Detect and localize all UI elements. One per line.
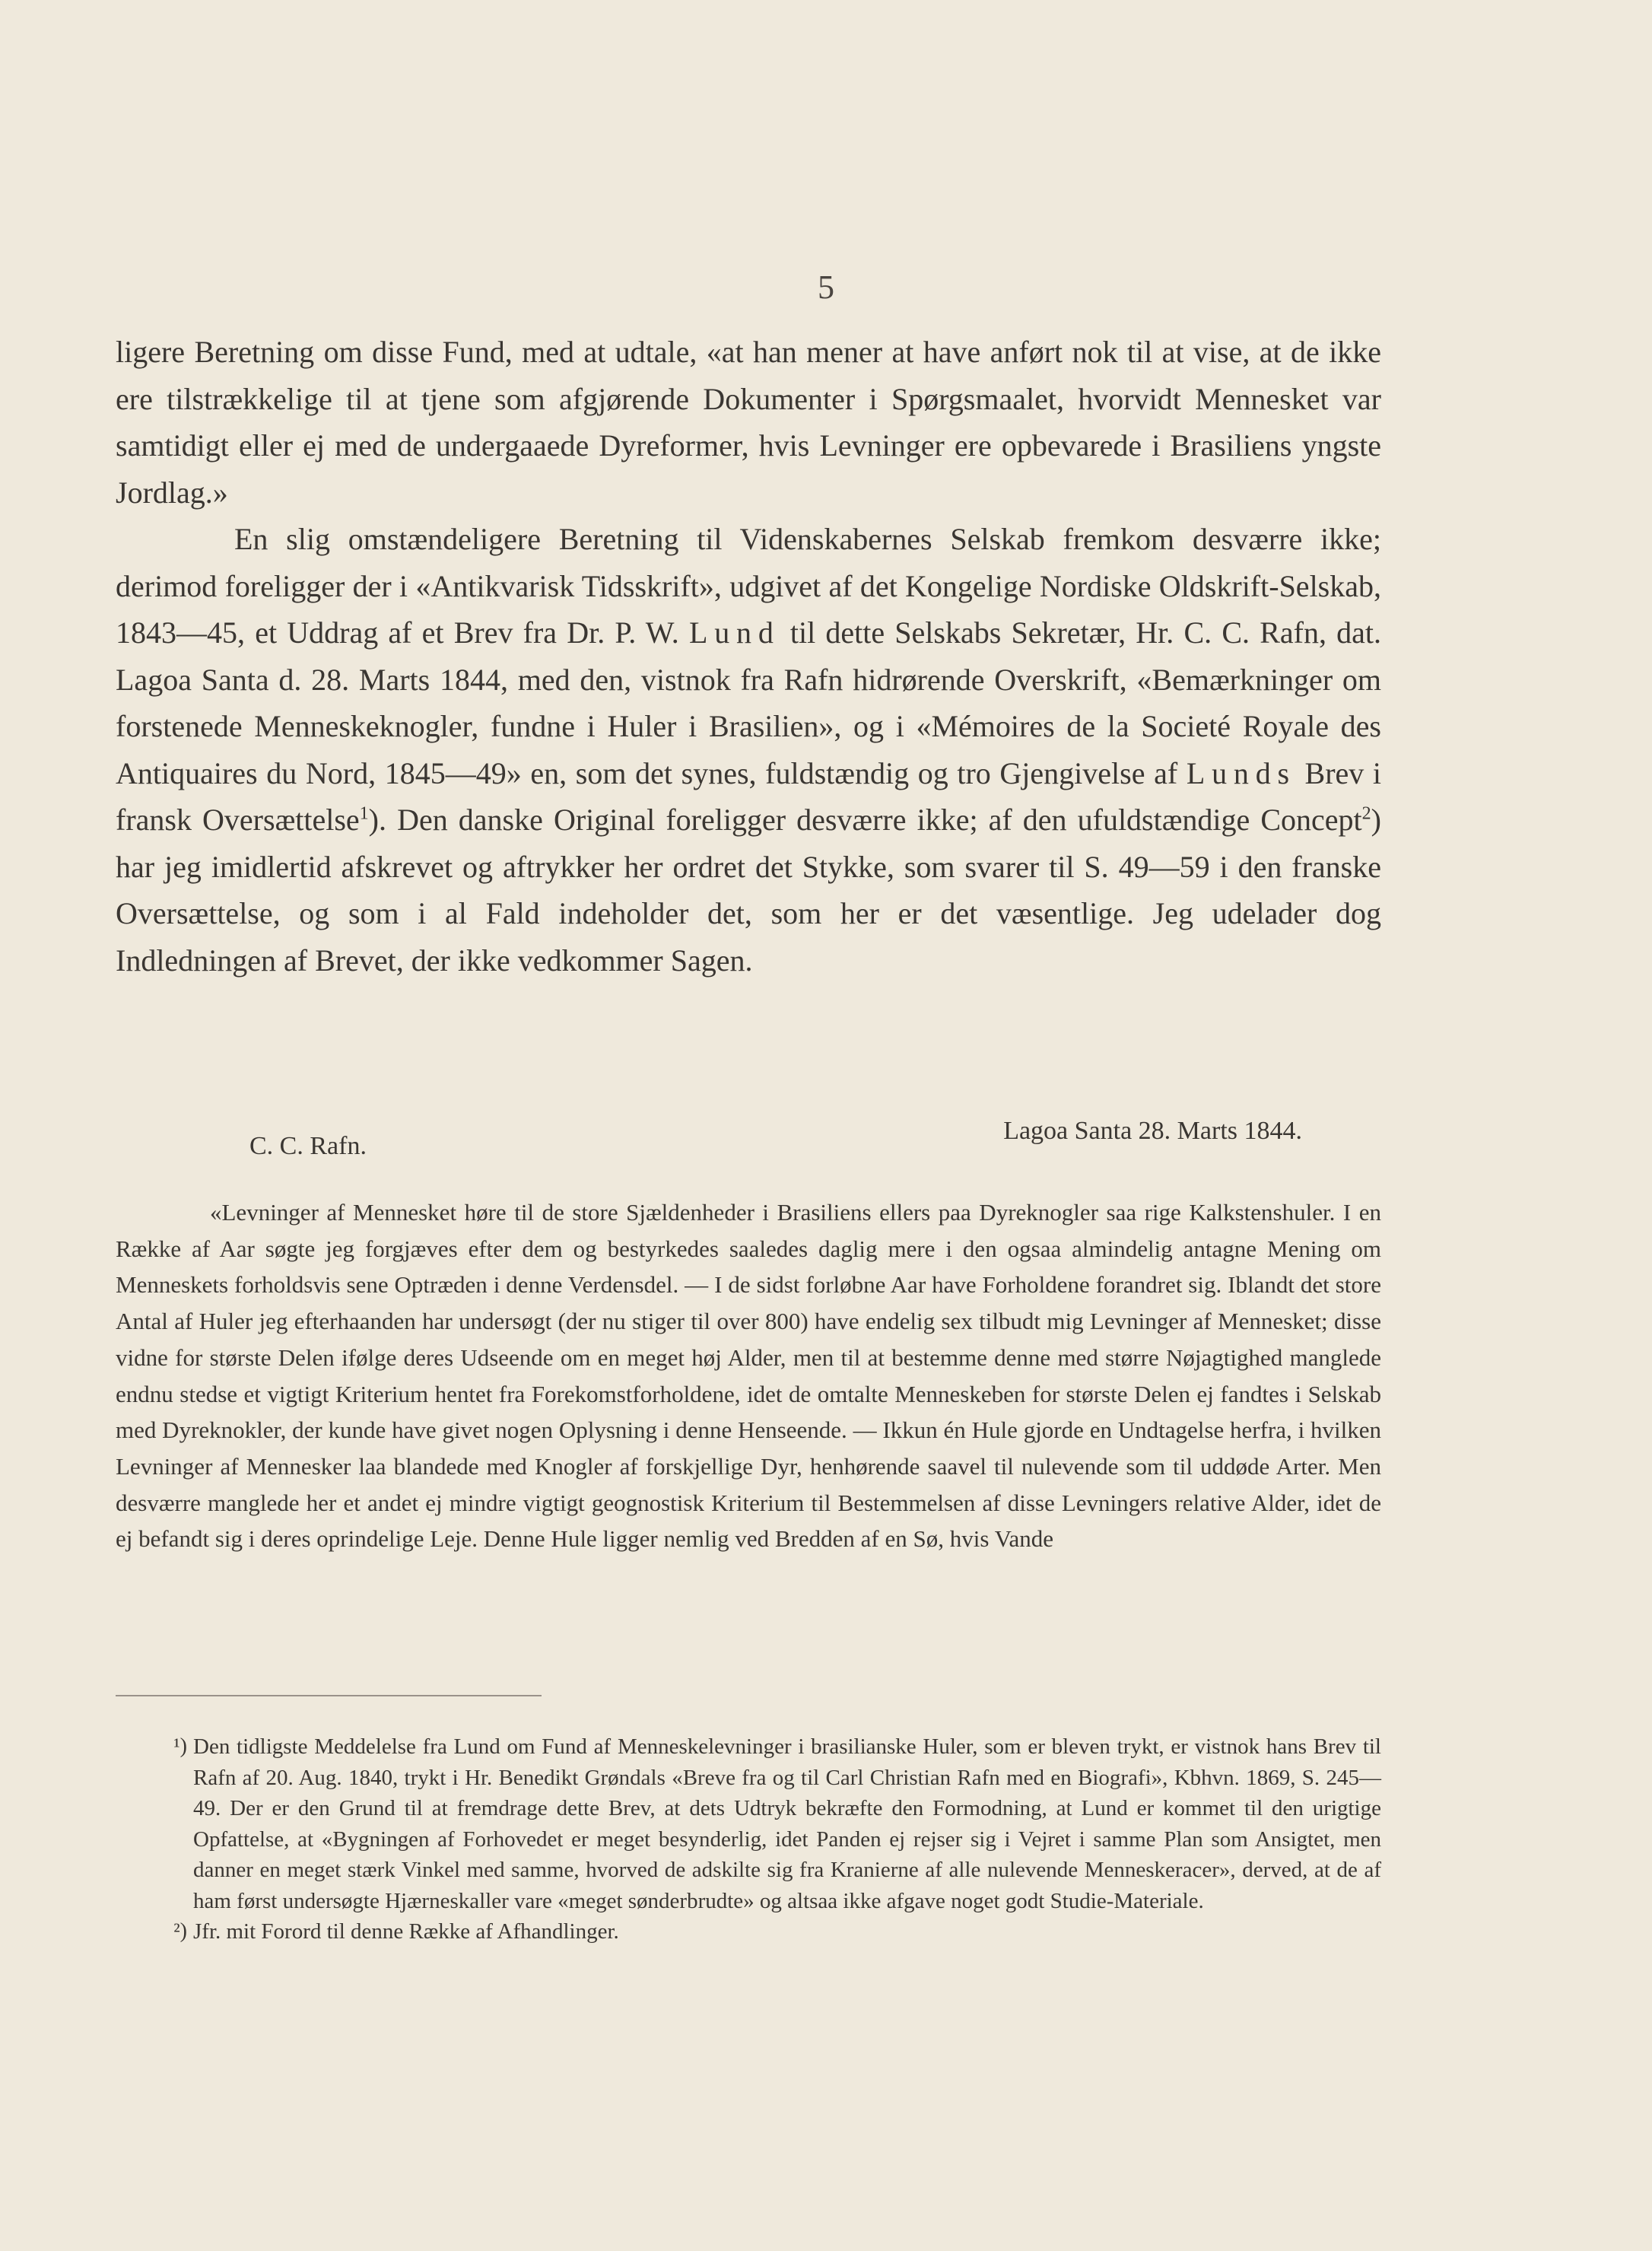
footnote-ref-2: 2: [1361, 803, 1371, 824]
footnote-text: Den tidligste Meddelelse fra Lund om Fund af Menneskelevninger i brasilianske Huler, som er bleven trykt, er vistnok hans Brev til Rafn af 20. Aug. 1840, trykt i Hr. Benedikt Grøndals «Breve fra og til Carl Christian Rafn med en Biografi», Kbhvn. 1869, S. 245—49. Der er den Grund til at fremdrage dette Brev, at dets Udtryk bekræfte den Formodning, at Lund er kommet til den urigtige Opfattelse, at «Bygningen af Forhovedet er meget besynderlig, idet Panden ej rejser sig i Vejret i samme Plan som Ansigtet, men danner en meget stærk Vinkel med samme, hvorved de adskilte sig fra Kranierne af alle nulevende Menneskeracer», derved, at de af ham først undersøgte Hjærneskaller vare «meget sønderbrudte» og altsaa ikke afgave noget godt Studie-Materiale.: [193, 1734, 1381, 1913]
footnote-ref-1: 1: [359, 803, 369, 824]
name-lund: Lund: [689, 615, 780, 650]
paragraph-text: ). Den danske Original foreligger desværre ikke; af den ufuldstændige Concept: [368, 803, 1362, 837]
footnote-1: [173, 1731, 1381, 1916]
paragraph-text: til dette Selskabs Sekretær, Hr. C. C.: [789, 615, 1250, 650]
footnote-mark: ²): [173, 1919, 187, 1943]
footnote-divider: [116, 1695, 542, 1696]
letter-dateline: Lagoa Santa 28. Marts 1844.: [1003, 1117, 1302, 1145]
paragraph-continuation: ligere Beretning om disse Fund, med at udtale, «at han mener at have anført nok til at vise, at de ikke ere tilstrækkelige til at tjene som afgjørende Dokumenter i Spørgsmaalet, hvorvidt Mennesket var samtidigt eller ej med de undergaaede Dyreformer, hvis Levninger ere opbevarede i Brasiliens yngste Jordlag.»: [116, 335, 1381, 510]
name-lunds: Lunds: [1186, 755, 1296, 790]
footnotes: [158, 1731, 1381, 1947]
letter-heading: [116, 1117, 1381, 1178]
paragraph-main: [116, 516, 1381, 984]
name-rafn: Rafn: [1260, 615, 1319, 650]
paragraph-text: , dat. Lagoa Santa d. 28. Marts 1844, med den, vistnok fra: [116, 615, 1382, 697]
letter-body: [116, 1194, 1381, 1557]
paragraph-text: En slig omstændeligere Beretning til Videnskabernes Selskab fremkom desværre ikke; derimod foreligger der i «Antikvarisk Tidsskrift», udgivet af det Kongelige Nordiske Oldskrift-Selskab, 1843—45, et Uddrag af et Brev fra Dr. P. W.: [116, 522, 1381, 650]
letter-addressee: C. C. Rafn.: [249, 1132, 367, 1160]
page-number: 5: [818, 269, 834, 306]
letter-paragraph: «Levninger af Mennesket høre til de store Sjældenheder i Brasiliens ellers paa Dyreknogler saa rige Kalkstenshuler. I en Række af Aar søgte jeg forgjæves efter dem og bestyrkedes saaledes daglig mere i den ogsaa almindelig antagne Mening om Menneskets forholdsvis sene Optræden i denne Verdensdel. — I de sidst forløbne Aar have Forholdene forandret sig. Iblandt det store Antal af Huler jeg efterhaanden har undersøgt (der nu stiger til over 800) have endelig sex tilbudt mig Levninger af Mennesket; disse vidne for største Delen ifølge deres Udseende om en meget høj Alder, men til at bestemme denne med større Nøjagtighed manglede endnu stedse et vigtigt Kriterium hentet fra Forekomstforholdene, idet de omtalte Menneskeben for største Delen ej fandtes i Selskab med Dyreknokler, der kunde have givet nogen Oplysning i denne Henseende. — Ikkun én Hule gjorde en Undtagelse herfra, i hvilken Levninger af Mennesker laa blandede med Knogler af forskjellige Dyr, henhørende saavel til nulevende som til uddøde Arter. Men desværre manglede her et andet ej mindre vigtigt geognostisk Kriterium til Bestemmelsen af disse Levningers relative Alder, idet de ej befandt sig i deres oprindelige Leje. Denne Hule ligger nemlig ved Bredden af en Sø, hvis Vande: [116, 1199, 1381, 1553]
main-text: [116, 329, 1381, 984]
footnote-text: Jfr. mit Forord til denne Række af Afhandlinger.: [193, 1919, 619, 1944]
paragraph-text: Brev i fransk Oversættelse: [116, 755, 1382, 837]
name-rafn: Rafn: [783, 662, 843, 697]
footnote-2: [173, 1916, 1381, 1947]
paragraph-text: ) har jeg imidlertid afskrevet og aftrykker her ordret det Stykke, som svarer til S. 49—59 i den franske Oversættelse, og som i al Fald indeholder det, som her er det væsentlige. Jeg udelader dog Indledningen af Brevet, der ikke vedkommer Sagen.: [116, 803, 1381, 978]
paragraph-text: hidrørende Overskrift, «Bemærkninger om forstenede Menneskeknogler, fundne i Huler i Brasilien», og i «Mémoires de la Societé Royale des Antiquaires du Nord, 1845—49» en, som det synes, fuldstændig og tro Gjengivelse af: [116, 662, 1382, 790]
footnote-mark: ¹): [173, 1734, 187, 1758]
